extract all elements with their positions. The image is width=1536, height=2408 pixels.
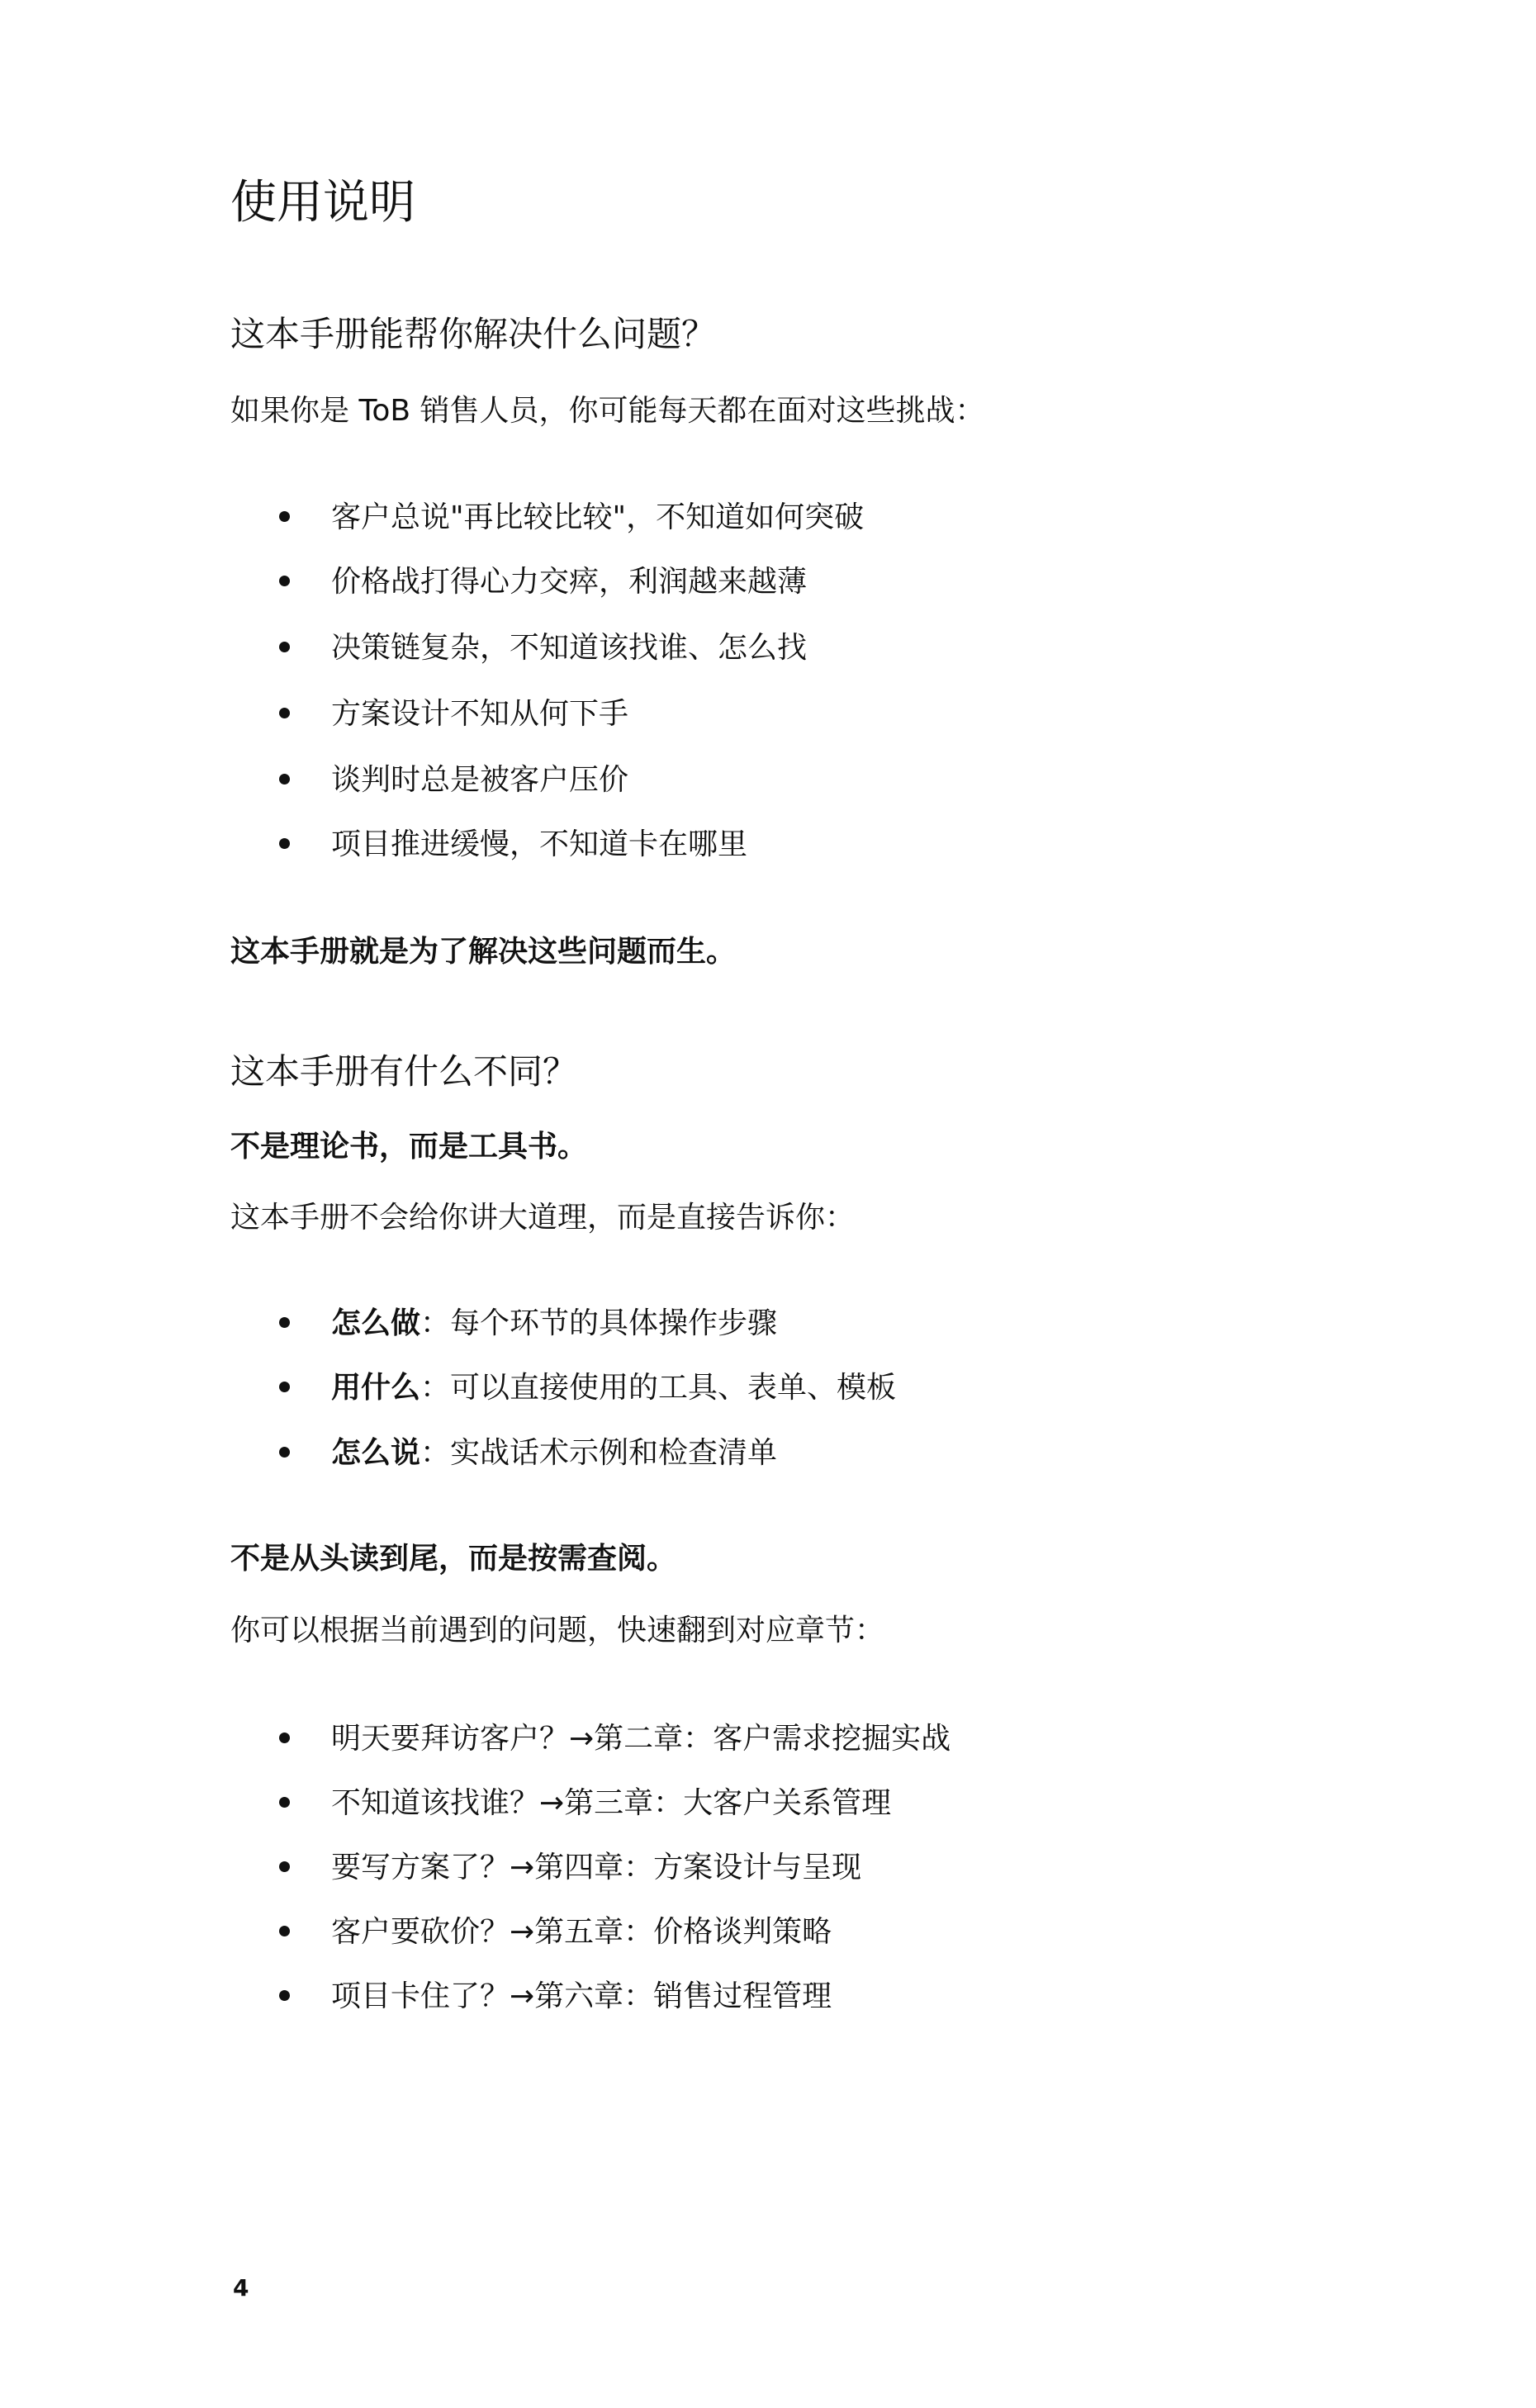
point-heading: 不是理论书，而是工具书。 xyxy=(230,1130,588,1164)
bullet-icon xyxy=(279,1733,290,1743)
point-intro: 这本手册不会给你讲大道理，而是直接告诉你： xyxy=(230,1201,856,1235)
section-conclusion: 这本手册就是为了解决这些问题而生。 xyxy=(230,935,737,969)
list-item: 项目推进缓慢，不知道卡在哪里 xyxy=(279,827,747,863)
list-item: 怎么做：每个环节的具体操作步骤 xyxy=(279,1306,777,1342)
bullet-icon xyxy=(279,774,290,784)
bullet-icon xyxy=(279,1797,290,1808)
bullet-icon xyxy=(279,708,290,718)
list-item: 方案设计不知从何下手 xyxy=(279,696,628,732)
point-intro: 你可以根据当前遇到的问题，快速翻到对应章节： xyxy=(230,1614,885,1647)
bullet-icon xyxy=(279,1861,290,1872)
page-number: 4 xyxy=(233,2274,249,2301)
bullet-icon xyxy=(279,838,290,849)
list-item: 谈判时总是被客户压价 xyxy=(279,762,628,799)
section-heading-problems: 这本手册能帮你解决什么问题？ xyxy=(230,314,717,354)
list-item: 明天要拜访客户？→第二章：客户需求挖掘实战 xyxy=(279,1721,951,1757)
list-item: 怎么说：实战话术示例和检查清单 xyxy=(279,1435,777,1472)
list-item: 不知道该找谁？→第三章：大客户关系管理 xyxy=(279,1785,891,1822)
list-item: 决策链复杂，不知道该找谁、怎么找 xyxy=(279,630,807,666)
bullet-icon xyxy=(279,511,290,522)
bullet-icon xyxy=(279,642,290,652)
page-title: 使用说明 xyxy=(230,176,415,230)
list-item: 客户总说"再比较比较"，不知道如何突破 xyxy=(279,500,864,536)
bullet-icon xyxy=(279,1382,290,1392)
list-item: 价格战打得心力交瘁，利润越来越薄 xyxy=(279,564,807,600)
list-item: 要写方案了？→第四章：方案设计与呈现 xyxy=(279,1850,861,1886)
bullet-icon xyxy=(279,1926,290,1936)
section-intro: 如果你是 ToB 销售人员，你可能每天都在面对这些挑战： xyxy=(230,394,985,428)
bullet-icon xyxy=(279,1447,290,1458)
bullet-icon xyxy=(279,1990,290,2001)
list-item: 客户要砍价？→第五章：价格谈判策略 xyxy=(279,1914,832,1951)
bullet-icon xyxy=(279,576,290,586)
section-heading-difference: 这本手册有什么不同？ xyxy=(230,1051,578,1092)
bullet-icon xyxy=(279,1317,290,1328)
list-item: 用什么：可以直接使用的工具、表单、模板 xyxy=(279,1370,896,1406)
point-heading: 不是从头读到尾，而是按需查阅。 xyxy=(230,1542,677,1576)
list-item: 项目卡住了？→第六章：销售过程管理 xyxy=(279,1979,832,2015)
